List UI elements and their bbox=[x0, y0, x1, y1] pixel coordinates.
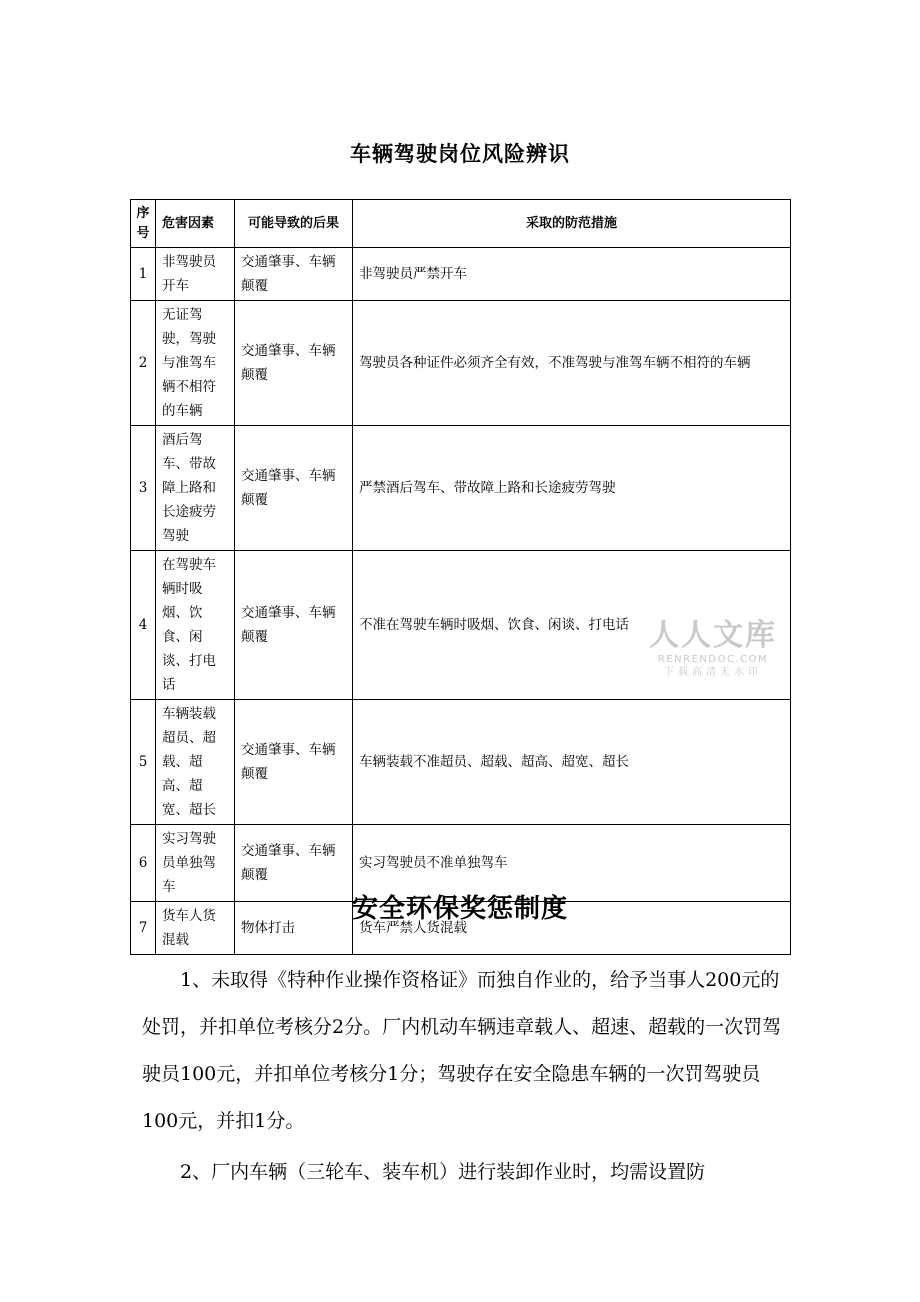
row-consequence: 交通肇事、车辆颠覆 bbox=[235, 825, 353, 902]
row-consequence: 交通肇事、车辆颠覆 bbox=[235, 551, 353, 700]
row-measure: 不准在驾驶车辆时吸烟、饮食、闲谈、打电话 bbox=[353, 551, 791, 700]
row-measure: 非驾驶员严禁开车 bbox=[353, 248, 791, 301]
document-title: 车辆驾驶岗位风险辨识 bbox=[350, 142, 570, 166]
row-hazard: 车辆装载超员、超载、超高、超宽、超长 bbox=[156, 700, 235, 825]
watermark-tagline: 下载高清无水印 bbox=[664, 667, 762, 678]
row-consequence: 交通肇事、车辆颠覆 bbox=[235, 426, 353, 551]
paragraph: 2、厂内车辆（三轮车、装车机）进行装卸作业时，均需设置防 bbox=[180, 1161, 706, 1183]
row-number: 6 bbox=[131, 825, 156, 902]
watermark-domain: RENRENDOC.COM bbox=[657, 654, 769, 665]
row-number: 3 bbox=[131, 426, 156, 551]
row-number: 2 bbox=[131, 301, 156, 426]
table-header-row bbox=[131, 200, 791, 248]
paragraph: 1、未取得《特种作业操作资格证》而独自作业的，给予当事人200元的处罚，并扣单位考核分2分。厂内机动车辆违章载人、超速、超载的一次罚驾驶员100元，并扣单位考核分1分；驾驶存在安全隐患车辆的一次罚驾驶员100元，并扣1分。 bbox=[142, 969, 782, 1132]
table-row bbox=[131, 248, 791, 301]
table-row bbox=[131, 426, 791, 551]
table-row bbox=[131, 700, 791, 825]
row-hazard: 实习驾驶员单独驾车 bbox=[156, 825, 235, 902]
row-measure: 实习驾驶员不准单独驾车 bbox=[353, 825, 791, 902]
row-measure: 货车严禁人货混载 bbox=[353, 902, 791, 955]
row-number: 1 bbox=[131, 248, 156, 301]
row-consequence: 交通肇事、车辆颠覆 bbox=[235, 301, 353, 426]
header-consequence: 可能导致的后果 bbox=[235, 200, 353, 248]
row-hazard: 货车人货混载 bbox=[156, 902, 235, 955]
section-title: 安全环保奖惩制度 bbox=[351, 894, 568, 924]
row-hazard: 无证驾驶，驾驶与准驾车辆不相符的车辆 bbox=[156, 301, 235, 426]
row-consequence: 物体打击 bbox=[235, 902, 353, 955]
row-number: 4 bbox=[131, 551, 156, 700]
row-hazard: 在驾驶车辆时吸烟、饮食、闲谈、打电话 bbox=[156, 551, 235, 700]
table-row bbox=[131, 301, 791, 426]
watermark bbox=[648, 619, 778, 680]
row-hazard: 非驾驶员开车 bbox=[156, 248, 235, 301]
header-number: 序号 bbox=[131, 200, 156, 248]
row-measure: 车辆装载不准超员、超载、超高、超宽、超长 bbox=[353, 700, 791, 825]
header-hazard: 危害因素 bbox=[156, 200, 235, 248]
risk-table bbox=[130, 199, 791, 955]
row-measure: 驾驶员各种证件必须齐全有效，不准驾驶与准驾车辆不相符的车辆 bbox=[353, 301, 791, 426]
row-consequence: 交通肇事、车辆颠覆 bbox=[235, 700, 353, 825]
header-measure: 采取的防范措施 bbox=[353, 200, 791, 248]
row-hazard: 酒后驾车、带故障上路和长途疲劳驾驶 bbox=[156, 426, 235, 551]
watermark-brand: 人人文库 bbox=[649, 618, 777, 653]
row-consequence: 交通肇事、车辆颠覆 bbox=[235, 248, 353, 301]
row-number: 7 bbox=[131, 902, 156, 955]
row-number: 5 bbox=[131, 700, 156, 825]
row-measure: 严禁酒后驾车、带故障上路和长途疲劳驾驶 bbox=[353, 426, 791, 551]
